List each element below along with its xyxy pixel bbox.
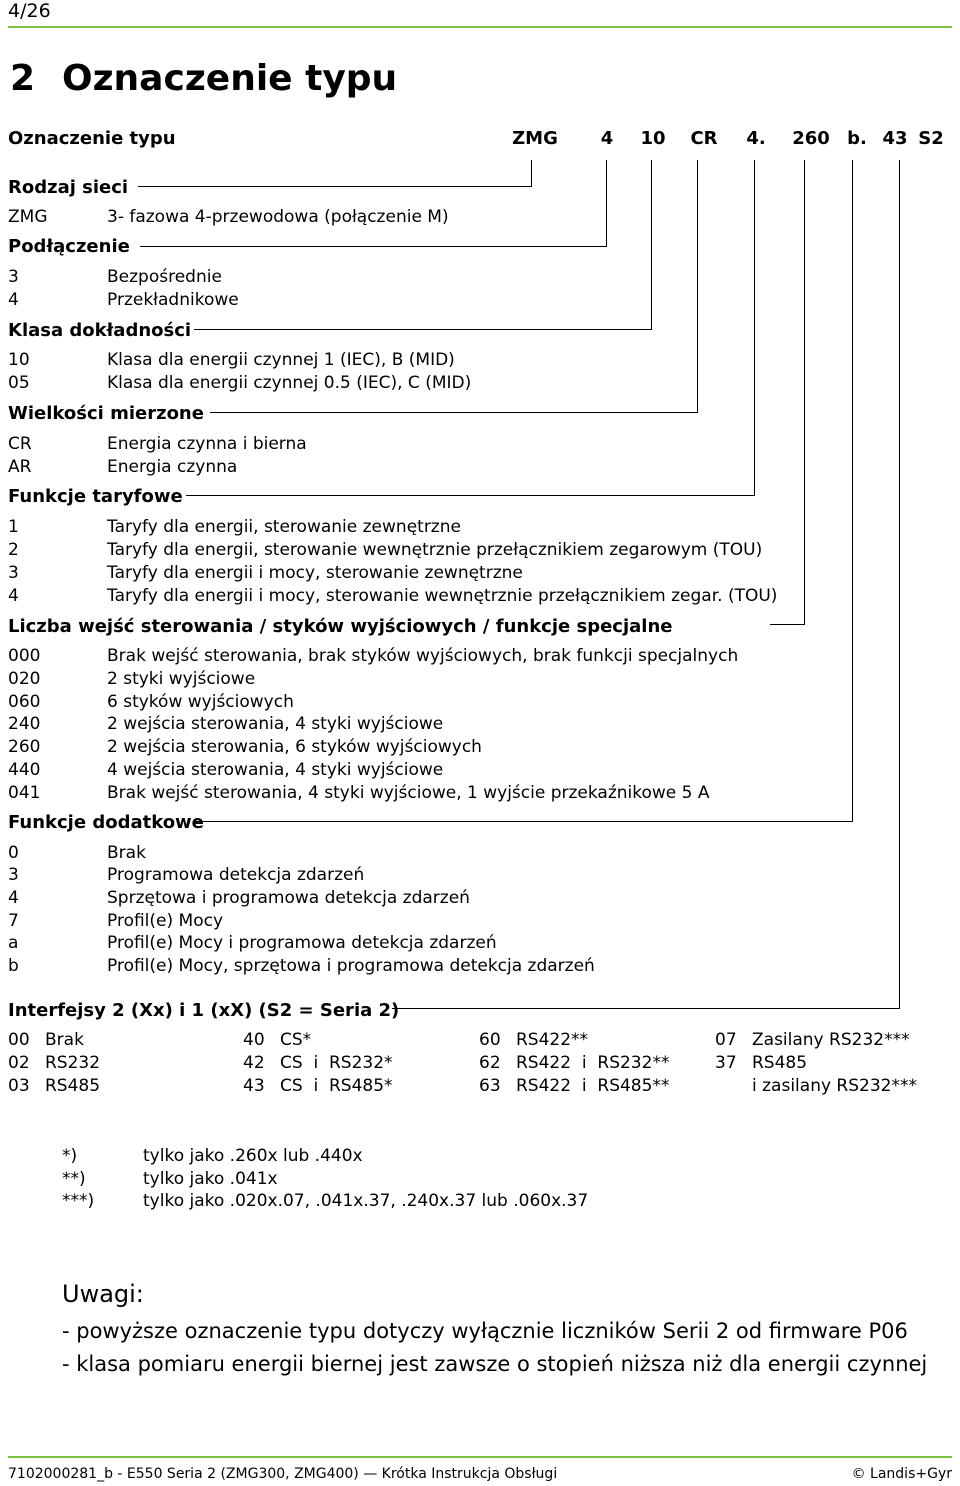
leader-line: [852, 160, 853, 822]
item-code: 4: [8, 290, 19, 310]
interface-code: 62: [479, 1053, 501, 1073]
footer-right: © Landis+Gyr: [851, 1466, 952, 1482]
item-code: 4: [8, 586, 19, 606]
interface-code: 37: [715, 1053, 737, 1073]
item-desc: 2 wejścia sterowania, 6 styków wyjściowych: [107, 737, 482, 757]
section-number: 2: [10, 58, 36, 99]
leader-line: [210, 412, 697, 413]
item-desc: Bezpośrednie: [107, 267, 222, 287]
item-code: 440: [8, 760, 41, 780]
leader-line: [899, 160, 900, 1009]
group-title: Liczba wejść sterowania / styków wyjściowych / funkcje specjalne: [8, 616, 673, 637]
interface-desc: RS422**: [516, 1030, 589, 1050]
item-desc: Brak wejść sterowania, 4 styki wyjściowe, 1 wyjście przekaźnikowe 5 A: [107, 783, 710, 803]
item-code: 060: [8, 692, 41, 712]
type-code-part: 4.: [746, 128, 766, 149]
item-code: 05: [8, 373, 30, 393]
group-title: Funkcje taryfowe: [8, 486, 183, 507]
interface-code: 43: [243, 1076, 265, 1096]
item-code: 260: [8, 737, 41, 757]
item-code: b: [8, 956, 19, 976]
group-title: Podłączenie: [8, 236, 130, 257]
interface-desc: RS422 i RS232**: [516, 1053, 670, 1073]
item-desc: Taryfy dla energii, sterowanie wewnętrznie przełącznikiem zegarowym (TOU): [107, 540, 763, 560]
group-title: Wielkości mierzone: [8, 403, 204, 424]
interface-desc: CS i RS485*: [280, 1076, 393, 1096]
interface-code: 00: [8, 1030, 30, 1050]
leader-line: [140, 246, 607, 247]
item-desc: 6 styków wyjściowych: [107, 692, 294, 712]
group-title: Klasa dokładności: [8, 320, 192, 341]
footnote-text: tylko jako .020x.07, .041x.37, .240x.37 lub .060x.37: [143, 1191, 589, 1211]
type-code-part: S2: [918, 128, 944, 149]
interface-code: 07: [715, 1030, 737, 1050]
leader-line: [531, 160, 532, 187]
interface-desc: CS*: [280, 1030, 312, 1050]
leader-line: [804, 160, 805, 625]
item-desc: Profil(e) Mocy i programowa detekcja zdarzeń: [107, 933, 497, 953]
type-code-part: 10: [640, 128, 666, 149]
footnote-mark: **): [62, 1169, 86, 1189]
notes-line: - powyższe oznaczenie typu dotyczy wyłącznie liczników Serii 2 od firmware P06: [62, 1319, 908, 1343]
notes-line: - klasa pomiaru energii biernej jest zawsze o stopień niższa niż dla energii czynnej: [62, 1352, 928, 1376]
interface-desc: RS422 i RS485**: [516, 1076, 670, 1096]
item-code: AR: [8, 457, 32, 477]
item-desc: Klasa dla energii czynnej 1 (IEC), B (MID): [107, 350, 455, 370]
item-code: 240: [8, 714, 41, 734]
notes-title: Uwagi:: [62, 1280, 144, 1308]
interface-desc: Zasilany RS232***: [752, 1030, 910, 1050]
footer-rule: [8, 1456, 952, 1458]
item-code: 10: [8, 350, 30, 370]
type-code-part: 43: [882, 128, 908, 149]
item-code: 3: [8, 267, 19, 287]
item-desc: Profil(e) Mocy: [107, 911, 224, 931]
interface-desc: Brak: [45, 1030, 84, 1050]
interface-code: 02: [8, 1053, 30, 1073]
item-desc: Sprzętowa i programowa detekcja zdarzeń: [107, 888, 470, 908]
interface-code: 60: [479, 1030, 501, 1050]
group-title: Funkcje dodatkowe: [8, 812, 204, 833]
interface-desc: CS i RS232*: [280, 1053, 393, 1073]
interface-code: 63: [479, 1076, 501, 1096]
item-code: 3: [8, 865, 19, 885]
interface-code: 40: [243, 1030, 265, 1050]
footnote-text: tylko jako .041x: [143, 1169, 278, 1189]
item-desc: 2 styki wyjściowe: [107, 669, 256, 689]
section-title-text: Oznaczenie typu: [62, 58, 398, 99]
type-code-part: CR: [690, 128, 718, 149]
item-code: 3: [8, 563, 19, 583]
footnote-mark: *): [62, 1146, 78, 1166]
item-code: 0: [8, 843, 19, 863]
leader-line: [606, 160, 607, 247]
type-code-part: ZMG: [512, 128, 558, 149]
leader-line: [697, 160, 698, 413]
item-code: 041: [8, 783, 41, 803]
item-desc: Przekładnikowe: [107, 290, 239, 310]
item-desc: 3- fazowa 4-przewodowa (połączenie M): [107, 207, 449, 227]
type-code-part: 260: [792, 128, 830, 149]
item-desc: Profil(e) Mocy, sprzętowa i programowa detekcja zdarzeń: [107, 956, 595, 976]
interface-code: 42: [243, 1053, 265, 1073]
item-code: 4: [8, 888, 19, 908]
group-title: Rodzaj sieci: [8, 177, 129, 198]
interface-desc: RS485: [752, 1053, 808, 1073]
leader-line: [194, 329, 652, 330]
leader-line: [392, 1008, 899, 1009]
item-code: 7: [8, 911, 19, 931]
leader-line: [194, 821, 852, 822]
type-code-part: 4: [600, 128, 614, 149]
header-rule: [8, 26, 952, 28]
item-desc: 4 wejścia sterowania, 4 styki wyjściowe: [107, 760, 444, 780]
interface-desc: RS485: [45, 1076, 101, 1096]
item-code: CR: [8, 434, 32, 454]
item-desc: Brak: [107, 843, 146, 863]
leader-line: [754, 160, 755, 496]
item-code: 1: [8, 517, 19, 537]
footnote-mark: ***): [62, 1191, 95, 1211]
item-code: 020: [8, 669, 41, 689]
type-code-part: b.: [847, 128, 867, 149]
item-code: 2: [8, 540, 19, 560]
type-code-label: Oznaczenie typu: [8, 128, 176, 149]
footnote-text: tylko jako .260x lub .440x: [143, 1146, 363, 1166]
page-number: 4/26: [8, 0, 51, 22]
footer-left: 7102000281_b - E550 Seria 2 (ZMG300, ZMG400) — Krótka Instrukcja Obsługi: [8, 1466, 558, 1482]
item-desc: Brak wejść sterowania, brak styków wyjściowych, brak funkcji specjalnych: [107, 646, 739, 666]
item-code: a: [8, 933, 19, 953]
item-desc: Programowa detekcja zdarzeń: [107, 865, 365, 885]
interface-desc: i zasilany RS232***: [752, 1076, 917, 1096]
item-desc: Energia czynna i bierna: [107, 434, 307, 454]
leader-line: [186, 495, 754, 496]
item-desc: Energia czynna: [107, 457, 238, 477]
item-desc: Klasa dla energii czynnej 0.5 (IEC), C (MID): [107, 373, 472, 393]
item-desc: Taryfy dla energii, sterowanie zewnętrzne: [107, 517, 461, 537]
item-desc: Taryfy dla energii i mocy, sterowanie zewnętrzne: [107, 563, 523, 583]
interface-desc: RS232: [45, 1053, 101, 1073]
leader-line: [651, 160, 652, 330]
section-title: [10, 58, 397, 99]
group-title: Interfejsy 2 (Xx) i 1 (xX) (S2 = Seria 2): [8, 1000, 400, 1021]
leader-line: [138, 186, 531, 187]
item-code: ZMG: [8, 207, 48, 227]
item-desc: 2 wejścia sterowania, 4 styki wyjściowe: [107, 714, 444, 734]
interface-code: 03: [8, 1076, 30, 1096]
item-desc: Taryfy dla energii i mocy, sterowanie wewnętrznie przełącznikiem zegar. (TOU): [107, 586, 778, 606]
leader-line: [770, 624, 804, 625]
item-code: 000: [8, 646, 41, 666]
